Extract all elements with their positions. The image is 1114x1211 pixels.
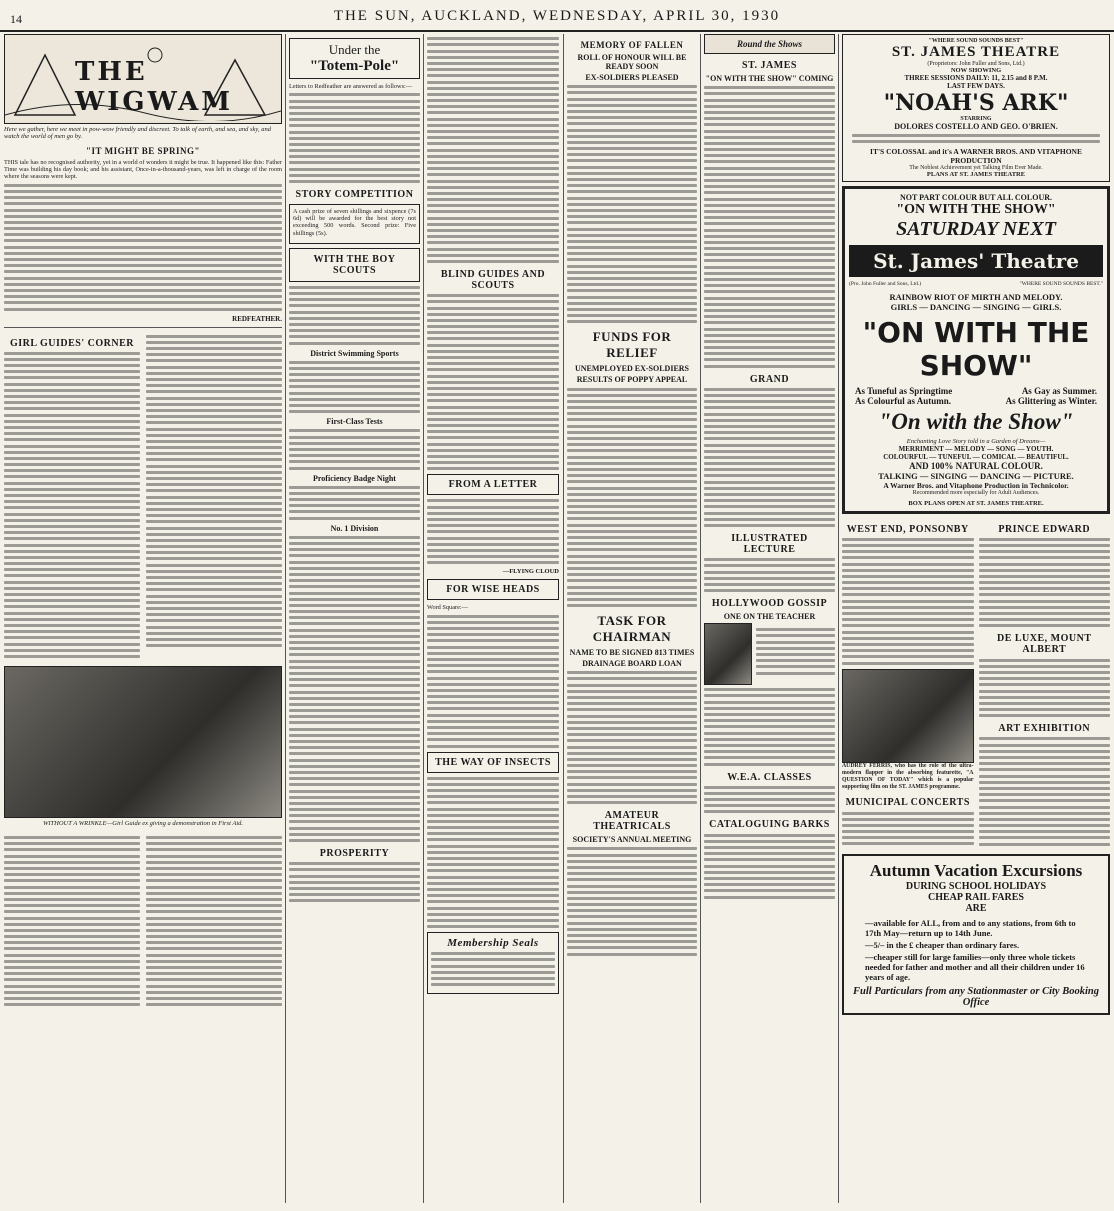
noah-sessions: THREE SESSIONS DAILY: 11, 2.15 and 8 P.M. <box>904 74 1048 82</box>
story-body <box>4 184 282 311</box>
westend-body <box>842 538 974 665</box>
teacher-body <box>756 625 835 681</box>
ows-when: SATURDAY NEXT <box>896 217 1056 240</box>
amateur-body <box>567 847 697 955</box>
on-with-show-ad <box>842 186 1110 514</box>
prince-heading: PRINCE EDWARD <box>998 523 1091 535</box>
wigwam-logo-text: THE WIGWAM <box>75 57 234 117</box>
district-body <box>289 361 420 414</box>
ows-natural: AND 100% NATURAL COLOUR. <box>909 460 1043 471</box>
ows-right-tag2: As Glittering as Winter. <box>1005 395 1097 406</box>
story-signature: REDFEATHER. <box>232 314 282 323</box>
wea-heading: W.E.A. CLASSES <box>727 771 812 783</box>
noah-plans: PLANS AT ST. JAMES THEATRE <box>926 170 1026 178</box>
westend-heading: WEST END, PONSONBY <box>846 523 969 535</box>
chair-body <box>567 671 697 804</box>
ows-left-tag1: As Tuneful as Springtime <box>855 385 953 396</box>
division-body <box>289 536 420 842</box>
excursions-ad <box>842 854 1110 1015</box>
noah-proprietors: (Proprietors: John Fuller and Sons, Ltd.) <box>927 61 1025 67</box>
totem-section <box>289 34 420 1205</box>
municipal-heading: MUNICIPAL CONCERTS <box>845 797 970 809</box>
noah-starring: STARRING <box>960 116 992 122</box>
wise-body <box>427 615 559 748</box>
ows-proprietors: (Pro. John Fuller and Sons, Ltd.) <box>849 280 922 287</box>
deluxe-heading: DE LUXE, MOUNT ALBERT <box>996 633 1092 656</box>
ows-tag: "WHERE SOUND SOUNDS BEST." <box>1019 280 1103 287</box>
ows-talking: TALKING — SINGING — DANCING — PICTURE. <box>878 470 1074 481</box>
proficiency-heading: Proficiency Badge Night <box>313 473 396 483</box>
column-rule <box>700 34 701 1203</box>
page-number: 14 <box>10 12 22 26</box>
masthead <box>0 0 1114 32</box>
prosperity-body <box>289 862 420 902</box>
newspaper-title: THE SUN, AUCKLAND, WEDNESDAY, APRIL 30, 1930 <box>333 8 781 24</box>
memory-sub1: ROLL OF HONOUR WILL BE READY SOON <box>577 53 687 71</box>
audrey-caption: AUDREY FERRIS, who has the role of the ultra-modern flapper in the absorbing featurette, "A QUESTION OF TODAY" which is a popular supporting film on the ST. JAMES programme. <box>842 762 974 791</box>
memory-section <box>567 34 697 1205</box>
first-aid-photo <box>4 666 282 818</box>
column-rule <box>285 34 286 1203</box>
guides-column-4 <box>146 833 282 1009</box>
ows-rainbow: RAINBOW RIOT OF MIRTH AND MELODY. <box>889 291 1063 302</box>
noah-film-title: "NOAH'S ARK" <box>883 90 1069 116</box>
totem-heading-top: Under the <box>328 42 381 57</box>
funds-sub1: UNEMPLOYED EX-SOLDIERS <box>574 364 689 374</box>
seals-box <box>427 932 559 994</box>
excursions-footer: Full Particulars from any Stationmaster or City Booking Office <box>853 985 1099 1008</box>
story-intro: THIS tale has no recognised authority, yet in a world of wonders it might be true. It happened like this: Father Time was building his day book; and his assistant, Once-in-a-thousand-years, was left in charge of the room where the seasons were kept. <box>4 159 282 181</box>
ows-enchanting: Enchanting Love Story told in a Garden of Dreams— <box>906 437 1046 445</box>
competition-box <box>289 204 420 244</box>
gossip-heading: HOLLYWOOD GOSSIP <box>711 598 828 610</box>
wea-body <box>704 786 835 814</box>
noah-last-days: LAST FEW DAYS. <box>947 82 1005 90</box>
prince-body <box>979 538 1111 628</box>
insects-body <box>427 777 559 929</box>
excursions-during: DURING SCHOOL HOLIDAYS <box>905 880 1047 892</box>
grand-body <box>704 388 835 527</box>
st-james-sub: "ON WITH THE SHOW" COMING <box>705 74 834 83</box>
insects-heading: THE WAY OF INSECTS <box>435 756 551 768</box>
letters-intro: Letters to Redfeather are answered as follows:— <box>289 83 413 90</box>
memory-heading: MEMORY OF FALLEN <box>580 40 684 50</box>
st-james-body <box>704 86 835 367</box>
wigwam-logo <box>4 34 282 124</box>
division-heading: No. 1 Division <box>330 523 379 533</box>
ads-section <box>842 34 1110 1205</box>
barks-heading: CATALOGUING BARKS <box>709 819 830 831</box>
ows-recommended: Recommended more especially for Adult Audiences. <box>912 489 1040 496</box>
shows-section <box>704 34 835 1205</box>
guides-column-3 <box>4 833 140 1009</box>
noah-colossal: IT'S COLOSSAL and it's A WARNER BROS. AND VITAPHONE PRODUCTION <box>870 146 1082 165</box>
story-title: "IT MIGHT BE SPRING" <box>86 146 200 156</box>
first-aid-caption: WITHOUT A WRINKLE—Girl Guide ex giving a demonstration in First Aid. <box>42 819 244 827</box>
totem-continued <box>427 37 559 263</box>
wigwam-motto: Here we gather, here we meet in pow-wow friendly and discreet. To talk of earth, and sea, and sky, and watch the world of men go by. <box>4 126 271 140</box>
letter-signature: —FLYING CLOUD <box>502 568 559 576</box>
proficiency-body <box>289 486 420 520</box>
district-heading: District Swimming Sports <box>310 348 399 358</box>
excursions-line2: —5/– in the £ cheaper than ordinary fares. <box>865 939 1020 950</box>
noah-talking: The Noblest Achievement yet Talking Film Ever Made. <box>909 164 1043 171</box>
ows-merriment: MERRIMENT — MELODY — SONG — YOUTH. <box>898 444 1054 453</box>
first-class-body <box>289 429 420 469</box>
chair-sub2: DRAINAGE BOARD LOAN <box>582 659 682 669</box>
ows-right-tag1: As Gay as Summer. <box>1021 385 1097 396</box>
ows-left-tag2: As Colourful as Autumn. <box>855 395 952 406</box>
letters-body <box>289 93 420 183</box>
noah-theatre: ST. JAMES THEATRE <box>891 44 1061 60</box>
excursions-are: ARE <box>965 902 987 914</box>
amateur-heading: AMATEUR THEATRICALS <box>593 810 671 833</box>
column-rule <box>838 34 839 1203</box>
chair-heading: TASK FOR CHAIRMAN <box>592 613 672 645</box>
teacher-body-2 <box>704 688 835 765</box>
excursions-title: Autumn Vacation Excursions <box>869 860 1083 880</box>
shows-logo: Round the Shows <box>704 34 835 54</box>
teacher-photo <box>704 623 752 685</box>
excursions-line3: —cheaper still for large families—only three whole tickets needed for father and mother and all their children under 16 years of age. <box>865 951 1085 982</box>
art-heading: ART EXHIBITION <box>998 723 1091 735</box>
noah-now-showing: NOW SHOWING <box>950 67 1002 74</box>
noahs-ark-ad <box>842 34 1110 182</box>
lecture-body <box>704 558 835 592</box>
ows-film: "ON WITH THE SHOW" <box>896 201 1056 217</box>
excursions-line1: —available for ALL, from and to any stations, from 6th to 17th May—return up to 14th June. <box>865 917 1076 938</box>
noah-tag: "WHERE SOUND SOUNDS BEST" <box>928 38 1024 44</box>
st-james-heading: ST. JAMES <box>742 60 797 71</box>
seals-heading: Membership Seals <box>447 937 539 950</box>
scouts-body <box>289 286 420 345</box>
ows-theatre-banner: St. James' Theatre <box>849 245 1103 277</box>
noah-stars: DOLORES COSTELLO AND GEO. O'BRIEN. <box>894 122 1058 131</box>
funds-body <box>567 388 697 608</box>
column-rule <box>563 34 564 1203</box>
ows-title-script: "On with the Show" <box>878 408 1074 434</box>
chair-sub1: NAME TO BE SIGNED 813 TIMES <box>569 648 695 658</box>
prosperity-heading: PROSPERITY <box>319 848 390 860</box>
guides-column-2 <box>146 335 282 647</box>
barks-body <box>704 834 835 899</box>
word-square-label: Word Square:— <box>427 604 468 612</box>
noah-blurb <box>852 134 1100 143</box>
ows-girls: GIRLS — DANCING — SINGING — GIRLS. <box>890 301 1062 312</box>
ows-colourful: COLOURFUL — TUNEFUL — COMICAL — BEAUTIFUL. <box>883 452 1069 461</box>
funds-heading: FUNDS FOR RELIEF <box>592 329 672 361</box>
blind-section <box>427 34 559 1205</box>
letter-body <box>427 499 559 564</box>
wigwam-section <box>4 34 282 1205</box>
municipal-body <box>842 812 974 846</box>
grand-heading: GRAND <box>749 373 790 385</box>
memory-body <box>567 85 697 323</box>
competition-text: A cash prize of seven shillings and sixpence (7s 6d) will be awarded for the best story not exceeding 500 words. Second prize: Five shillings (5s). <box>293 208 416 237</box>
competition-heading: STORY COMPETITION <box>295 189 414 201</box>
first-class-heading: First-Class Tests <box>326 417 383 427</box>
audrey-ferris-photo <box>842 669 974 763</box>
scouts-heading: WITH THE BOY SCOUTS <box>313 253 396 276</box>
ows-note: NOT PART COLOUR BUT ALL COLOUR. <box>899 192 1053 202</box>
totem-heading-box <box>289 38 420 79</box>
funds-sub2: RESULTS OF POPPY APPEAL <box>576 375 688 385</box>
deluxe-body <box>979 659 1111 718</box>
amateur-sub: SOCIETY'S ANNUAL MEETING <box>572 835 692 845</box>
guides-heading: GIRL GUIDES' CORNER <box>10 337 134 349</box>
blind-body <box>427 294 559 470</box>
column-rule <box>423 34 424 1203</box>
wise-heading: FOR WISE HEADS <box>446 584 540 596</box>
totem-heading-main: "Totem-Pole" <box>309 58 400 74</box>
art-body <box>979 737 1111 845</box>
ows-title-big: "ON WITH THE SHOW" <box>862 315 1090 382</box>
ows-box-plans: BOX PLANS OPEN AT ST. JAMES THEATRE. <box>908 499 1044 507</box>
lecture-heading: ILLUSTRATED LECTURE <box>731 532 808 555</box>
blind-heading: BLIND GUIDES AND SCOUTS <box>440 268 546 291</box>
ows-warner: A Warner Bros. and Vitaphone Production in Technicolor. <box>883 480 1069 490</box>
letter-heading: FROM A LETTER <box>448 479 538 491</box>
excursions-cheap: CHEAP RAIL FARES <box>928 891 1024 903</box>
guides-column-1 <box>4 352 140 658</box>
memory-sub2: EX-SOLDIERS PLEASED <box>585 73 679 82</box>
teacher-heading: ONE ON THE TEACHER <box>723 612 816 622</box>
